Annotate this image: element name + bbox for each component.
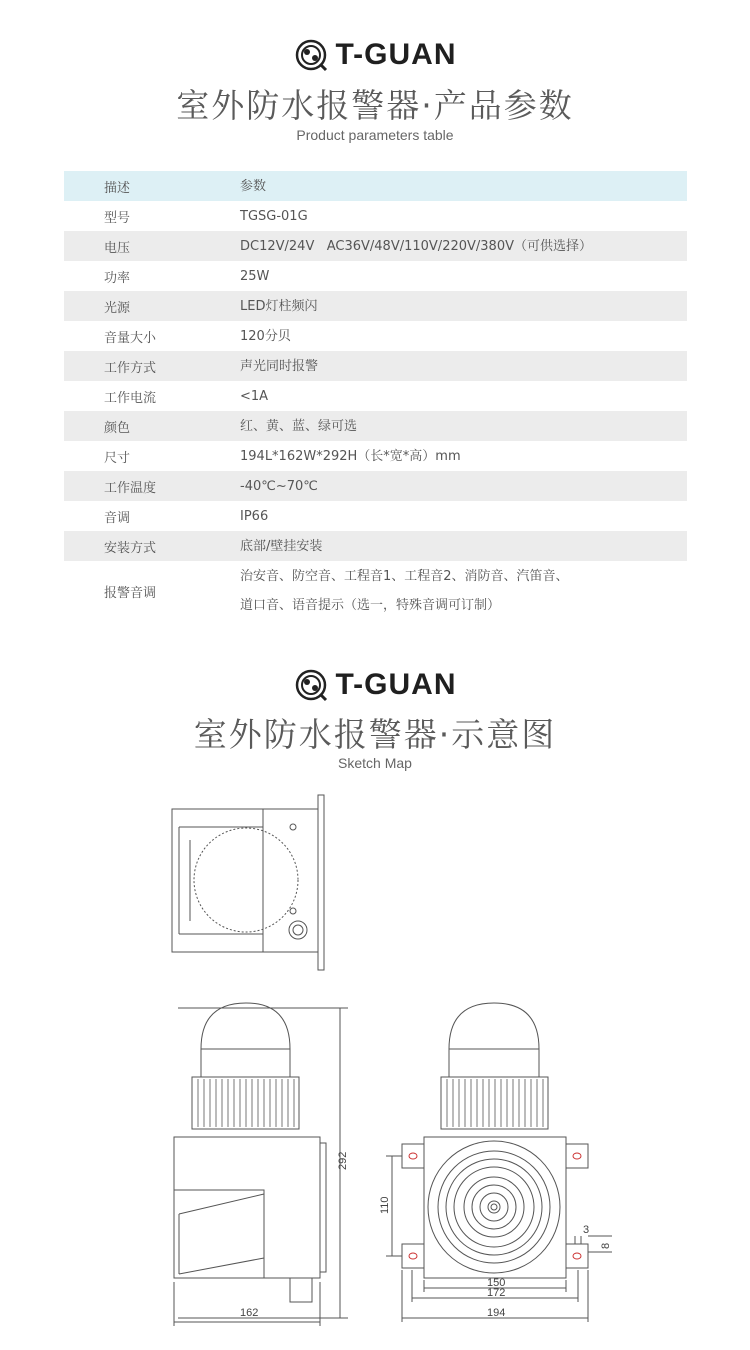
section-subtitle-params: Product parameters table — [296, 127, 454, 143]
dim-height-label: 292 — [337, 1151, 349, 1170]
row-key: 尺寸 — [104, 450, 131, 466]
row-key: 音量大小 — [104, 330, 157, 346]
row-value: <1A — [240, 388, 269, 404]
row-key: 功率 — [104, 270, 131, 286]
section-subtitle-sketch: Sketch Map — [338, 755, 412, 771]
row-value: 120分贝 — [240, 328, 291, 344]
row-value: IP66 — [240, 508, 269, 524]
row-key: 报警音调 — [104, 585, 157, 601]
dim-hole-offset-label: 3 — [583, 1224, 590, 1236]
row-key: 工作电流 — [104, 390, 157, 406]
dim-base-mid-label: 172 — [487, 1287, 506, 1299]
row-value: 底部/壁挂安装 — [240, 538, 323, 554]
header-value: 参数 — [240, 178, 267, 194]
row-value-line: 道口音、语音提示（选一，特殊音调可订制） — [240, 598, 501, 613]
row-value: TGSG-01G — [240, 208, 308, 224]
top-view-drawing — [172, 795, 324, 970]
row-key: 工作方式 — [104, 360, 157, 376]
row-key: 光源 — [104, 300, 131, 316]
side-view-drawing — [174, 1003, 348, 1326]
row-key: 音调 — [104, 510, 131, 526]
brand-name: T-GUAN — [335, 668, 457, 701]
section-title-sketch: 室外防水报警器·示意图 — [193, 715, 557, 754]
dim-hole-size-label: 8 — [600, 1242, 612, 1249]
row-value: 25W — [240, 268, 270, 284]
row-value: 194L*162W*292H（长*宽*高）mm — [240, 448, 461, 464]
row-value: -40℃~70℃ — [240, 478, 318, 494]
row-key: 型号 — [104, 210, 131, 226]
row-value: DC12V/24V AC36V/48V/110V/220V/380V（可供选择） — [240, 238, 592, 254]
dim-base-total-label: 194 — [487, 1307, 506, 1319]
row-key: 电压 — [104, 240, 131, 256]
row-value: 红、黄、蓝、绿可选 — [240, 418, 358, 434]
row-value-line: 治安音、防空音、工程音1、工程音2、消防音、汽笛音、 — [240, 569, 569, 584]
row-key: 颜色 — [104, 420, 131, 436]
brand-name: T-GUAN — [335, 38, 457, 71]
dim-base-inner-label: 150 — [487, 1277, 506, 1289]
row-key: 工作温度 — [104, 480, 157, 496]
row-key: 安装方式 — [104, 540, 157, 556]
dim-mount-height-label: 110 — [379, 1196, 391, 1214]
header-key: 描述 — [104, 180, 131, 196]
row-value: LED灯柱频闪 — [240, 298, 318, 314]
dim-side-width-label: 162 — [240, 1307, 259, 1319]
front-view-drawing — [386, 1003, 612, 1322]
section-title-params: 室外防水报警器·产品参数 — [176, 86, 574, 125]
row-value: 声光同时报警 — [240, 358, 319, 374]
